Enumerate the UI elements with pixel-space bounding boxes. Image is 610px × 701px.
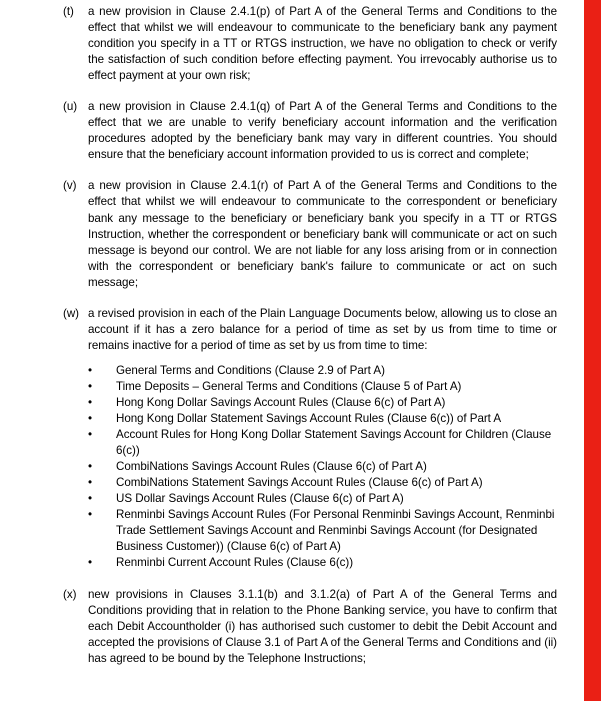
clause-paragraph-u [63, 99, 557, 163]
list-item-label: US Dollar Savings Account Rules (Clause 6(c) of Part A) [116, 492, 404, 506]
list-item [88, 555, 557, 571]
clause-marker-v: (v) [63, 179, 77, 193]
list-item-label: Renminbi Current Account Rules (Clause 6(c)) [116, 556, 354, 570]
list-item-label: CombiNations Savings Account Rules (Clause 6(c) of Part A) [116, 460, 427, 474]
bullet-icon: • [88, 379, 93, 393]
list-item [88, 411, 557, 427]
clause-marker-u: (u) [63, 100, 78, 114]
plain-language-documents-list [88, 363, 557, 572]
bullet-icon: • [88, 363, 93, 377]
bullet-icon: • [88, 428, 93, 442]
list-item-label: Account Rules for Hong Kong Dollar Statement Savings Account for Children (Clause 6(c)) [116, 428, 552, 458]
list-item [88, 395, 557, 411]
list-item-label: Renminbi Savings Account Rules (For Personal Renminbi Savings Account, Renminbi Trade Settlement Savings Account and Renminbi Savings Account (for Designated Business Customer)) (Clause 6(c) of Part A) [116, 508, 555, 554]
bullet-icon: • [88, 508, 93, 522]
clause-body-x: new provisions in Clauses 3.1.1(b) and 3.1.2(a) of Part A of the General Terms and Conditions providing that in relation to the Phone Banking service, you have to confirm that each Debit Accountholder (i) has authorised such customer to debit the Debit Account and accepted the provisions of Clause 3.1 of Part A of the General Terms and Conditions and (ii) has agreed to be bound by the Telephone Instructions; [88, 587, 557, 665]
clause-marker-t: (t) [63, 5, 74, 18]
list-item [88, 507, 557, 555]
clause-marker-w: (w) [63, 306, 80, 320]
bullet-icon: • [88, 395, 93, 409]
list-item-label: Hong Kong Dollar Statement Savings Account Rules (Clause 6(c)) of Part A [116, 412, 502, 426]
list-item [88, 459, 557, 475]
bullet-icon: • [88, 412, 93, 426]
clause-paragraph-x [63, 587, 557, 667]
bullet-icon: • [88, 460, 93, 474]
clause-body-t: a new provision in Clause 2.4.1(p) of Part A of the General Terms and Conditions to the effect that whilst we will endeavour to communicate to the beneficiary bank any payment condition you specify in a TT or RTGS instruction, we have no obligation to check or verify the satisfaction of such condition before effecting payment. You irrevocably authorise us to effect payment at your own risk; [88, 5, 557, 83]
revision-change-bar [584, 0, 601, 701]
clause-paragraph-w [63, 306, 557, 572]
clause-body-u: a new provision in Clause 2.4.1(q) of Part A of the General Terms and Conditions to the effect that we are unable to verify beneficiary account information and the verification procedures adopted by the beneficiary bank may vary in different countries. You should ensure that the beneficiary account information provided to us is correct and complete; [88, 100, 557, 162]
list-item-label: Hong Kong Dollar Savings Account Rules (Clause 6(c) of Part A) [116, 395, 446, 409]
clause-body-v: a new provision in Clause 2.4.1(r) of Part A of the General Terms and Conditions to the effect that whilst we will endeavour to communicate to the correspondent or beneficiary bank any message to the beneficiary or beneficiary bank you specify in a TT or RTGS Instruction, whether the correspondent or beneficiary bank will communicate or act on such message is beyond our control. We are not liable for any loss arising from or in connection with the correspondent or beneficiary bank's failure to communicate or act on such message; [88, 179, 557, 289]
clause-paragraph-v [63, 178, 557, 290]
bullet-icon: • [88, 476, 93, 490]
list-item-label: Time Deposits – General Terms and Conditions (Clause 5 of Part A) [116, 379, 462, 393]
list-item [88, 363, 557, 379]
bullet-icon: • [88, 556, 93, 570]
document-text-column [63, 4, 557, 667]
list-item-label: General Terms and Conditions (Clause 2.9 of Part A) [116, 363, 385, 377]
clause-body-w: a revised provision in each of the Plain Language Documents below, allowing us to close an account if it has a zero balance for a period of time as set by us from time to time or remains inactive for a period of time as set by us from time to time: [88, 306, 557, 352]
list-item-label: CombiNations Statement Savings Account Rules (Clause 6(c) of Part A) [116, 476, 483, 490]
list-item [88, 379, 557, 395]
clause-marker-x: (x) [63, 587, 77, 601]
list-item [88, 475, 557, 491]
bullet-icon: • [88, 492, 93, 506]
list-item [88, 427, 557, 459]
list-item [88, 491, 557, 507]
clause-paragraph-t [63, 4, 557, 84]
